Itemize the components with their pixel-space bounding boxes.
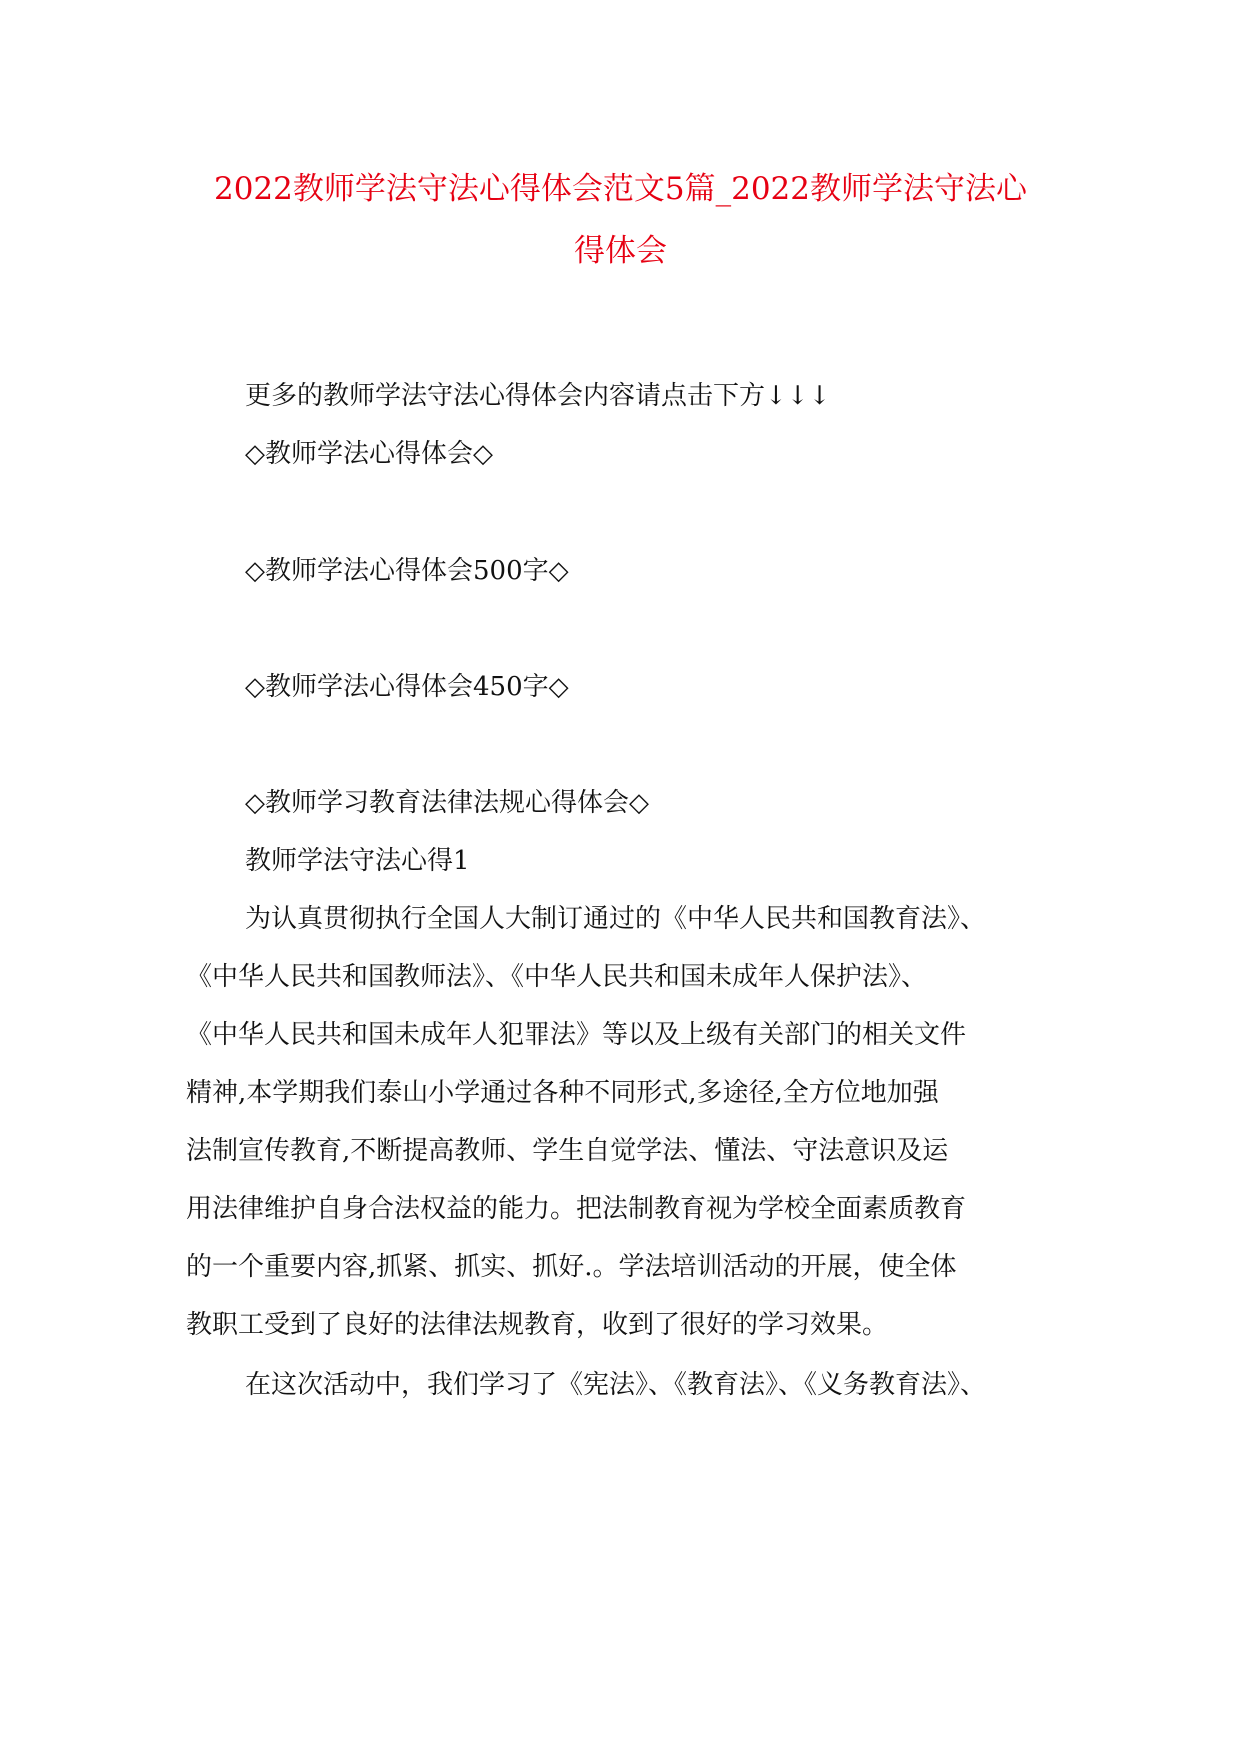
link-teacher-law-experience-450[interactable]: ◇教师学法心得体会450字◇ — [245, 672, 569, 702]
title-line-2: 得体会 — [574, 233, 667, 269]
paragraph-1-line: 《中华人民共和国未成年人犯罪法》等以及上级有关部门的相关文件 — [186, 1020, 967, 1050]
link-teacher-law-experience[interactable]: ◇教师学法心得体会◇ — [245, 439, 493, 469]
title-line-1: 2022教师学法守法心得体会范文5篇_2022教师学法守法心 — [213, 171, 1027, 207]
paragraph-1-line: 为认真贯彻执行全国人大制订通过的《中华人民共和国教育法》、 — [245, 904, 987, 934]
link-teacher-law-experience-500[interactable]: ◇教师学法心得体会500字◇ — [245, 556, 569, 586]
paragraph-1-line: 用法律维护自身合法权益的能力。把法制教育视为学校全面素质教育 — [186, 1194, 967, 1224]
paragraph-1-line: 精神,本学期我们泰山小学通过各种不同形式,多途径,全方位地加强 — [186, 1078, 939, 1108]
paragraph-2-line: 在这次活动中，我们学习了《宪法》、《教育法》、《义务教育法》、 — [245, 1370, 987, 1400]
section-heading: 教师学法守法心得1 — [245, 846, 470, 876]
paragraph-1-line: 法制宣传教育,不断提高教师、学生自觉学法、懂法、守法意识及运 — [186, 1136, 949, 1166]
paragraph-1-line: 的一个重要内容,抓紧、抓实、抓好.。学法培训活动的开展，使全体 — [186, 1252, 957, 1282]
paragraph-1-line: 《中华人民共和国教师法》、《中华人民共和国未成年人保护法》、 — [186, 962, 928, 992]
intro-text: 更多的教师学法守法心得体会内容请点击下方↓↓↓ — [245, 381, 831, 411]
paragraph-1-line: 教职工受到了良好的法律法规教育，收到了很好的学习效果。 — [186, 1310, 889, 1340]
link-teacher-education-law-study[interactable]: ◇教师学习教育法律法规心得体会◇ — [245, 788, 649, 818]
document-title — [150, 158, 1091, 282]
